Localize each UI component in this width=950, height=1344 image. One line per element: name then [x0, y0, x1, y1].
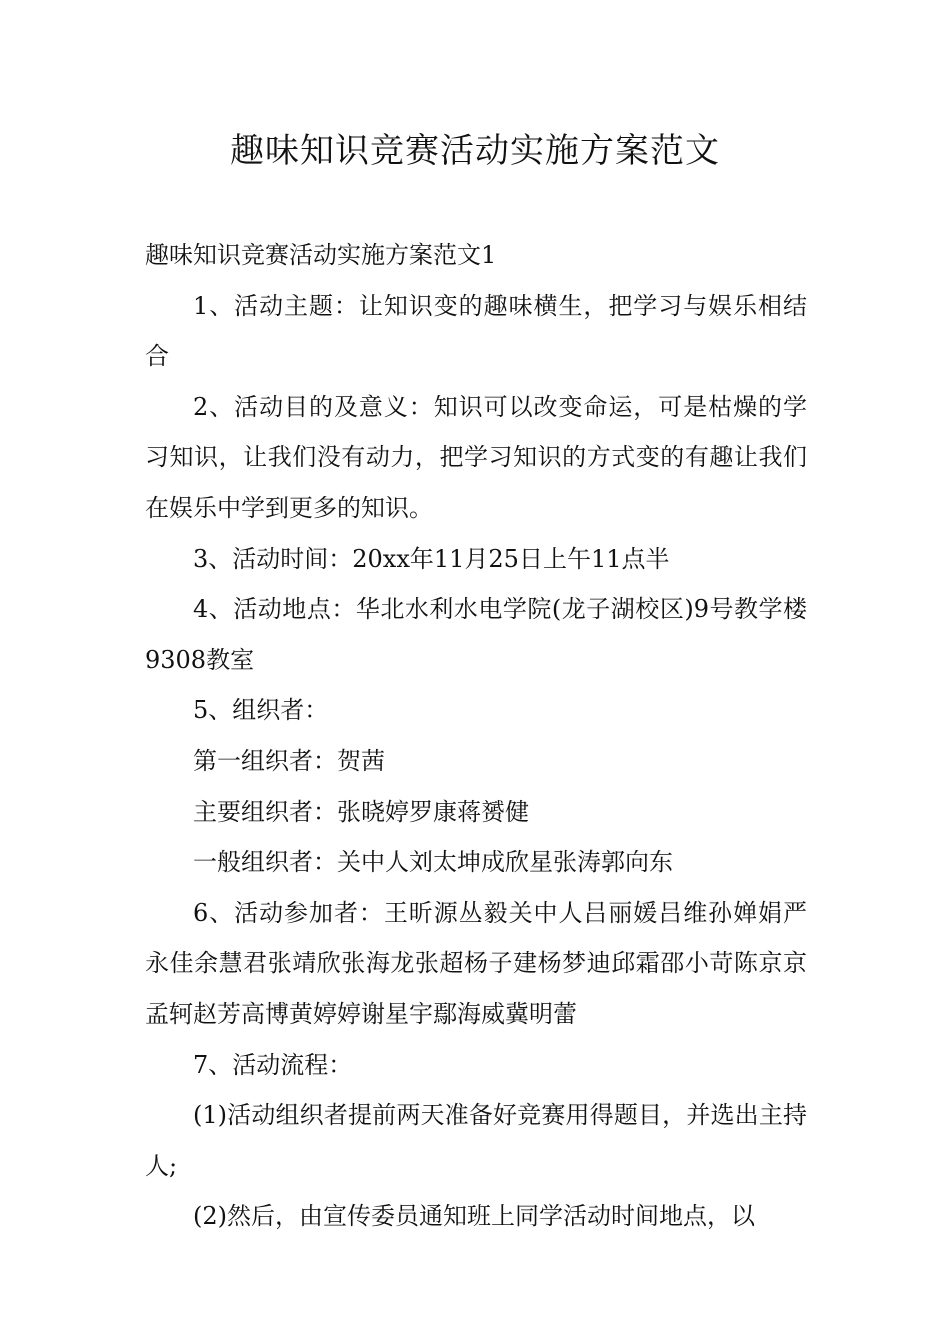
paragraph-subtitle: 趣味知识竞赛活动实施方案范文1: [145, 241, 497, 269]
paragraph-time: 3、活动时间：20xx年11月25日上午11点半: [193, 544, 670, 573]
paragraph-process-heading: 7、活动流程：: [193, 1050, 353, 1079]
paragraph-first-organizer: 第一组织者：贺茜: [193, 746, 385, 775]
paragraph-location: 4、活动地点：华北水利水电学院(龙子湖校区)9号教学楼9308教室: [145, 595, 807, 674]
paragraph-organizers-heading: 5、组织者：: [193, 696, 329, 725]
paragraph-main-organizers: 主要组织者：张晓婷罗康蒋赟健: [193, 797, 529, 826]
paragraph-process-step-1: (1)活动组织者提前两天准备好竞赛用得题目，并选出主持人;: [145, 1101, 807, 1180]
paragraph-participants: 6、活动参加者：王昕源丛毅关中人吕丽媛吕维孙婵娟严永佳余慧君张靖欣张海龙张超杨子建杨梦迪邱霜邵小苛陈京京孟轲赵芳高博黄婷婷谢星宇鄢海威冀明蕾: [145, 898, 807, 1028]
document-body: [145, 230, 807, 1242]
paragraph-process-step-2: (2)然后，由宣传委员通知班上同学活动时间地点，以: [193, 1202, 755, 1231]
paragraph-purpose: 2、活动目的及意义：知识可以改变命运，可是枯燥的学习知识，让我们没有动力，把学习知识的方式变的有趣让我们在娱乐中学到更多的知识。: [145, 392, 807, 522]
paragraph-theme: 1、活动主题：让知识变的趣味横生，把学习与娱乐相结合: [145, 291, 807, 371]
document-title: 趣味知识竞赛活动实施方案范文: [230, 131, 720, 171]
paragraph-general-organizers: 一般组织者：关中人刘太坤成欣星张涛郭向东: [193, 848, 673, 877]
